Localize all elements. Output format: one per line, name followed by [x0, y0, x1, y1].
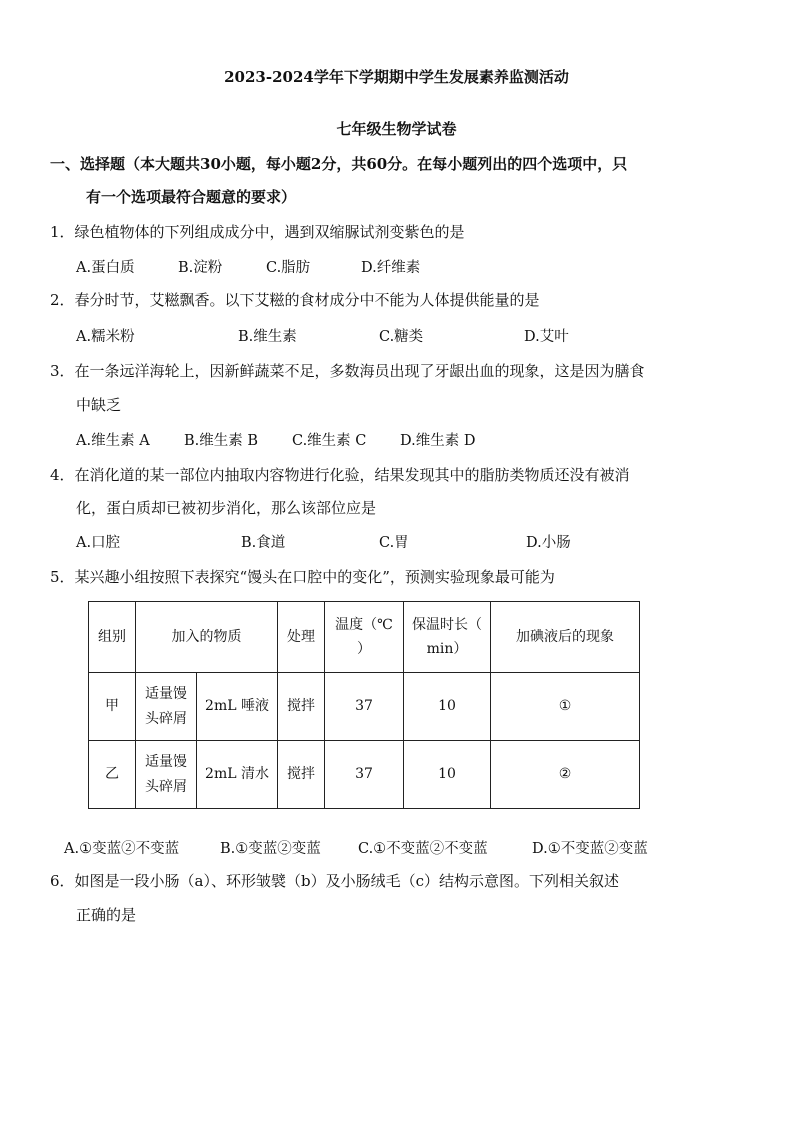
q4-option-d: D.小肠 [526, 535, 571, 551]
q1-option-c: C.脂肪 [266, 260, 311, 276]
header-temperature-line1: 温度（℃ [335, 616, 393, 633]
row2-treatment: 搅拌 [278, 741, 325, 809]
exam-subtitle: 七年级生物学试卷 [336, 120, 457, 138]
row2-temp: 37 [325, 741, 404, 809]
question-2-stem: 2．春分时节，艾糍飘香。以下艾糍的食材成分中不能为人体提供能量的是 [50, 291, 540, 309]
q3-option-d: D.维生素 D [400, 433, 476, 449]
question-4-stem-line1: 4．在消化道的某一部位内抽取内容物进行化验，结果发现其中的脂肪类物质还没有被消 [50, 466, 630, 484]
q1-option-d: D.纤维素 [361, 260, 421, 276]
row1-result: ① [491, 673, 640, 741]
table-row [89, 741, 640, 809]
q2-option-b: B.维生素 [238, 329, 297, 345]
question-3-stem-line2: 中缺乏 [76, 396, 122, 414]
question-6-stem-line2: 正确的是 [76, 906, 137, 924]
row2-item1-line2: 头碎屑 [145, 778, 187, 795]
row1-item1-line2: 头碎屑 [145, 710, 187, 727]
question-1-stem: 1．绿色植物体的下列组成成分中，遇到双缩脲试剂变紫色的是 [50, 223, 465, 241]
row1-item2: 2mL 唾液 [197, 673, 278, 741]
row1-item1-line1: 适量馒 [145, 686, 187, 702]
row1-treatment: 搅拌 [278, 673, 325, 741]
q3-option-c: C.维生素 C [292, 433, 367, 449]
experiment-table [88, 601, 640, 809]
header-substance: 加入的物质 [136, 602, 278, 673]
table-header-row [89, 602, 640, 673]
row1-group: 甲 [89, 673, 136, 741]
row2-result: ② [491, 741, 640, 809]
header-temperature [325, 602, 404, 673]
row2-item1-line1: 适量馒 [145, 754, 187, 770]
header-result: 加碘液后的现象 [491, 602, 640, 673]
q5-option-c: C.①不变蓝②不变蓝 [358, 841, 488, 857]
row2-group: 乙 [89, 741, 136, 809]
row2-item2: 2mL 清水 [197, 741, 278, 809]
question-5-stem: 5．某兴趣小组按照下表探究“馒头在口腔中的变化”，预测实验现象最可能为 [50, 568, 555, 586]
q5-option-b: B.①变蓝②变蓝 [220, 841, 321, 857]
header-group: 组别 [89, 602, 136, 673]
question-6-stem-line1: 6．如图是一段小肠（a）、环形皱襞（b）及小肠绒毛（c）结构示意图。下列相关叙述 [50, 872, 619, 890]
header-temperature-line2: ） [357, 641, 371, 657]
q1-option-a: A.蛋白质 [76, 260, 135, 276]
row1-item1 [136, 673, 197, 741]
row2-time: 10 [404, 741, 491, 809]
q2-option-d: D.艾叶 [524, 329, 569, 345]
row1-temp: 37 [325, 673, 404, 741]
question-3-stem-line1: 3．在一条远洋海轮上，因新鲜蔬菜不足，多数海员出现了牙龈出血的现象，这是因为膳食 [50, 362, 645, 380]
section-heading-line1: 一、选择题（本大题共30小题，每小题2分，共60分。在每小题列出的四个选项中，只 [50, 155, 628, 173]
exam-title: 2023-2024学年下学期期中学生发展素养监测活动 [224, 68, 569, 86]
q3-option-b: B.维生素 B [184, 433, 259, 449]
q2-option-c: C.糖类 [379, 329, 424, 345]
row2-item1 [136, 741, 197, 809]
q4-option-c: C.胃 [379, 535, 409, 551]
q5-option-d: D.①不变蓝②变蓝 [532, 841, 648, 857]
q5-option-a: A.①变蓝②不变蓝 [64, 841, 180, 857]
q4-option-a: A.口腔 [76, 535, 121, 551]
row1-time: 10 [404, 673, 491, 741]
q2-option-a: A.糯米粉 [76, 329, 135, 345]
header-duration [404, 602, 491, 673]
q4-option-b: B.食道 [241, 535, 286, 551]
header-duration-line1: 保温时长（ [412, 616, 482, 633]
q3-option-a: A.维生素 A [76, 433, 150, 449]
q1-option-b: B.淀粉 [178, 260, 223, 276]
header-duration-line2: min） [426, 641, 468, 657]
header-treatment: 处理 [278, 602, 325, 673]
table-row [89, 673, 640, 741]
question-4-stem-line2: 化，蛋白质却已被初步消化，那么该部位应是 [76, 499, 377, 517]
section-heading-line2: 有一个选项最符合题意的要求） [86, 188, 297, 206]
